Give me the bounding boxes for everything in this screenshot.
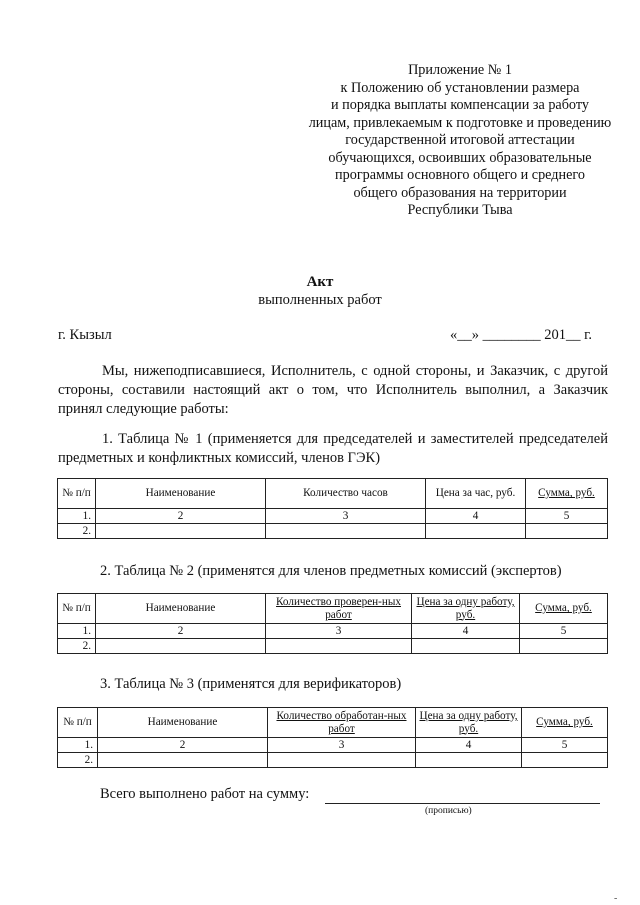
table-cell: 2 [96, 624, 266, 639]
appendix-line: лицам, привлекаемым к подготовке и проведению [308, 114, 612, 131]
table-header-row [58, 479, 608, 509]
header-number: № п/п [58, 479, 96, 509]
section-3-heading: 3. Таблица № 3 (применятся для верификаторов) [100, 676, 402, 692]
header-quantity: Количество обработан-ных работ [268, 708, 416, 738]
appendix-line: государственной итоговой аттестации [345, 132, 575, 148]
table-row [58, 524, 608, 539]
table-cell: 1. [58, 738, 98, 753]
table-cell [268, 753, 416, 768]
table-cell: 1. [58, 624, 96, 639]
header-price: Цена за час, руб. [426, 479, 526, 509]
table-cell: 2. [58, 753, 98, 768]
table-cell: 5 [522, 738, 608, 753]
table-header-row [58, 708, 608, 738]
table-cell: 4 [412, 624, 520, 639]
table-cell: 2. [58, 524, 96, 539]
header-name: Наименование [96, 479, 266, 509]
table-cell [522, 753, 608, 768]
place: г. Кызыл [58, 327, 112, 343]
table-cell [426, 524, 526, 539]
header-sum: Сумма, руб. [520, 594, 608, 624]
table-1 [57, 478, 608, 539]
header-name: Наименование [96, 594, 266, 624]
appendix-line: Приложение № 1 [408, 62, 512, 78]
table-cell: 3 [268, 738, 416, 753]
table-header-row [58, 594, 608, 624]
in-words-caption: (прописью) [425, 806, 472, 816]
header-quantity: Количество часов [266, 479, 426, 509]
table-cell: 2 [96, 509, 266, 524]
header-sum: Сумма, руб. [522, 708, 608, 738]
table-number-row [58, 738, 608, 753]
appendix-line: программы основного общего и среднего [335, 167, 585, 183]
header-sum: Сумма, руб. [526, 479, 608, 509]
table-cell: 3 [266, 509, 426, 524]
appendix-block [270, 62, 640, 220]
table-row [58, 639, 608, 654]
document-subtitle: выполненных работ [258, 292, 382, 308]
table-cell: 3 [266, 624, 412, 639]
table-number-row [58, 624, 608, 639]
section-1-heading: 1. Таблица № 1 (применяется для председателей и заместителей председателей предметных и конфликтных комиссий, членов ГЭК) [58, 431, 608, 466]
table-cell: 4 [426, 509, 526, 524]
table-cell [98, 753, 268, 768]
table-cell: 2. [58, 639, 96, 654]
table-3 [57, 707, 608, 768]
table-cell [266, 639, 412, 654]
header-quantity: Количество проверен-ных работ [266, 594, 412, 624]
table-cell: 5 [526, 509, 608, 524]
table-cell [96, 524, 266, 539]
table-cell [96, 639, 266, 654]
table-cell [520, 639, 608, 654]
appendix-line: и порядка выплаты компенсации за работу [331, 97, 589, 113]
header-number: № п/п [58, 708, 98, 738]
header-name: Наименование [98, 708, 268, 738]
document-title: Акт [306, 274, 334, 290]
total-amount-line [325, 803, 600, 804]
table-cell: 1. [58, 509, 96, 524]
header-price: Цена за одну работу, руб. [416, 708, 522, 738]
table-number-row [58, 509, 608, 524]
appendix-line: общего образования на территории [353, 184, 567, 201]
appendix-line: Республики Тыва [407, 202, 513, 218]
table-cell: 2 [98, 738, 268, 753]
table-cell [412, 639, 520, 654]
table-cell [526, 524, 608, 539]
table-cell [416, 753, 522, 768]
table-cell: 5 [520, 624, 608, 639]
appendix-line: обучающихся, освоивших образовательные [328, 149, 592, 166]
date-field: «__» ________ 201__ г. [450, 327, 593, 343]
header-price: Цена за одну работу, руб. [412, 594, 520, 624]
total-label: Всего выполнено работ на сумму: [100, 786, 310, 802]
table-row [58, 753, 608, 768]
intro-paragraph: Мы, нижеподписавшиеся, Исполнитель, с одной стороны, и Заказчик, с другой стороны, составили настоящий акт о том, что Исполнитель выполнил, а Заказчик принял следующие работы: [58, 363, 608, 417]
table-cell: 4 [416, 738, 522, 753]
appendix-line: к Положению об установлении размера [340, 79, 580, 96]
table-cell [266, 524, 426, 539]
section-2-heading: 2. Таблица № 2 (применятся для членов предметных комиссий (экспертов) [100, 563, 562, 579]
table-2 [57, 593, 608, 654]
header-number: № п/п [58, 594, 96, 624]
corner-mark: - [614, 893, 618, 904]
